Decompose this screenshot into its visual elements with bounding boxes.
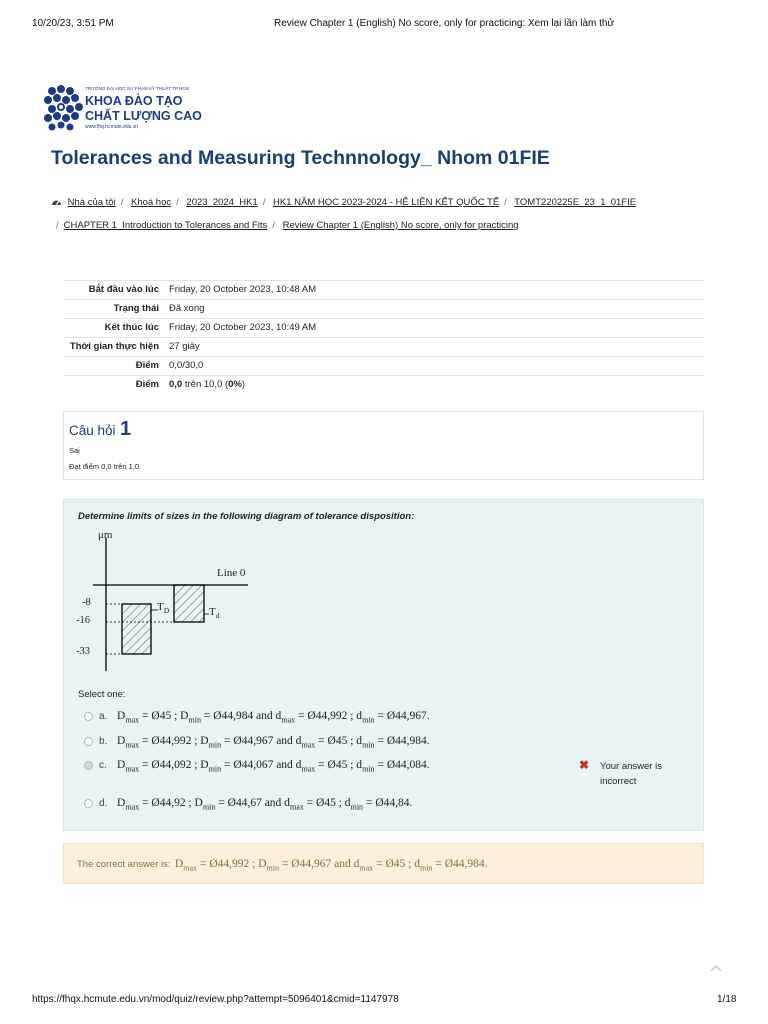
- hole-tolerance-zone: [122, 604, 151, 654]
- correct-answer-text: The correct answer is: $D_{max}$ = Ø44,992 ; $D_{min}$ = Ø44,967 and $d_{max}$ = Ø45 ; $d_{min}$ = Ø44,984.: [77, 858, 488, 873]
- option-letter: d.: [99, 798, 108, 809]
- question-label: Câu hỏi: [69, 423, 116, 438]
- summary-row: [63, 338, 704, 357]
- faculty-logo[interactable]: [44, 85, 204, 133]
- select-one-label: Select one:: [78, 689, 126, 700]
- course-title: Tolerances and Measuring Technnology_ Nhom 01FIE: [51, 147, 550, 169]
- question-number-value: 1: [120, 418, 132, 440]
- breadcrumb-semester[interactable]: 2023_2024_HK1: [186, 197, 258, 208]
- summary-row: [63, 281, 704, 300]
- summary-label: Kết thúc lúc: [63, 319, 164, 338]
- question-content-box: [63, 499, 704, 831]
- hexagon-logo-icon: [44, 85, 86, 131]
- logo-university-line: TRƯỜNG ĐẠI HỌC SƯ PHẠM KỸ THUẬT TP.HCM: [85, 86, 189, 91]
- breadcrumb-chapter[interactable]: CHAPTER 1_Introduction to Tolerances and Fits: [63, 220, 268, 231]
- radio-option-a[interactable]: [84, 712, 93, 721]
- tolerance-diagram: [76, 529, 278, 671]
- cross-icon: ✖: [579, 758, 590, 772]
- summary-value: [164, 376, 704, 395]
- attempt-summary-table: [63, 280, 704, 394]
- print-page-number: 1/18: [717, 994, 737, 1005]
- tolerance-diagram-svg: [88, 529, 278, 671]
- option-text: $D_{max}$ = Ø44,92 ; $D_{min}$ = Ø44,67 and $d_{max}$ = Ø45 ; $d_{min}$ = Ø44,84.: [117, 797, 413, 812]
- incorrect-feedback-line2: incorrect: [600, 776, 637, 787]
- summary-label: Thời gian thực hiện: [63, 338, 164, 357]
- answer-option-b[interactable]: [84, 735, 504, 751]
- correct-answer-box: [63, 843, 704, 884]
- breadcrumb: Nhà của tôi / Khoá học / 2023_2024_HK1 / HK1 NĂM HỌC 2023-2024 - HỆ LIÊN KẾT QUỐC TẾ / TOMT220225E_23_1_01FIE: [51, 197, 636, 208]
- breadcrumb-program[interactable]: HK1 NĂM HỌC 2023-2024 - HỆ LIÊN KẾT QUỐC TẾ: [273, 197, 500, 208]
- option-letter: b.: [99, 736, 108, 747]
- summary-value: 27 giây: [164, 338, 704, 357]
- summary-label: Bắt đầu vào lúc: [63, 281, 164, 300]
- option-letter: a.: [99, 711, 108, 722]
- summary-value: Friday, 20 October 2023, 10:49 AM: [164, 319, 704, 338]
- summary-value: 0,0/30,0: [164, 357, 704, 376]
- tick-label: -16: [76, 615, 90, 626]
- logo-line2: CHẤT LƯỢNG CAO: [85, 109, 202, 123]
- print-page-title: Review Chapter 1 (English) No score, only for practicing: Xem lại lần làm thử: [274, 18, 615, 29]
- breadcrumb-course-code[interactable]: TOMT220225E_23_1_01FIE: [514, 197, 637, 208]
- chevron-up-icon[interactable]: [706, 960, 726, 976]
- radio-option-c[interactable]: [84, 761, 93, 770]
- breadcrumb-quiz[interactable]: Review Chapter 1 (English) No score, only for practicing: [282, 220, 519, 231]
- summary-row: [63, 300, 704, 319]
- question-prompt: Determine limits of sizes in the following diagram of tolerance disposition:: [78, 511, 415, 522]
- incorrect-feedback-line1: Your answer is: [600, 761, 662, 772]
- print-datetime: 10/20/23, 3:51 PM: [32, 18, 114, 29]
- answer-option-d[interactable]: [84, 797, 504, 813]
- summary-value: Đã xong: [164, 300, 704, 319]
- answer-option-a[interactable]: [84, 710, 504, 726]
- summary-label: Điểm: [63, 376, 164, 395]
- shaft-tolerance-label: $T_d$: [209, 606, 220, 621]
- unit-label: μm: [98, 529, 113, 541]
- breadcrumb-home[interactable]: Nhà của tôi: [67, 197, 116, 208]
- question-info-box: [63, 411, 704, 480]
- line0-label: Line 0: [217, 567, 246, 579]
- option-text: $D_{max}$ = Ø45 ; $D_{min}$ = Ø44,984 and $d_{max}$ = Ø44,992 ; $d_{min}$ = Ø44,967.: [117, 710, 430, 725]
- summary-label: Trạng thái: [63, 300, 164, 319]
- grade-score: 0,0: [169, 379, 183, 390]
- summary-row: [63, 357, 704, 376]
- question-grade: Đạt điểm 0,0 trên 1,0: [69, 462, 140, 471]
- grade-percent: 0%: [228, 379, 242, 390]
- correct-answer-prefix: The correct answer is:: [77, 859, 171, 870]
- summary-row: [63, 319, 704, 338]
- incorrect-feedback: [600, 759, 662, 789]
- hole-tolerance-label: $T_D$: [157, 601, 170, 616]
- print-url: https://fhqx.hcmute.edu.vn/mod/quiz/review.php?attempt=5096401&cmid=1147978: [32, 994, 399, 1005]
- logo-line1: KHOA ĐÀO TẠO: [85, 94, 183, 108]
- dashboard-gauge-icon: [51, 197, 62, 206]
- grade-mid: trên 10,0 (: [182, 379, 229, 390]
- question-state: Sai: [69, 446, 80, 455]
- option-text: $D_{max}$ = Ø44,092 ; $D_{min}$ = Ø44,067 and $d_{max}$ = Ø45 ; $d_{min}$ = Ø44,084.: [117, 759, 430, 774]
- summary-label: Điểm: [63, 357, 164, 376]
- option-letter: c.: [99, 760, 107, 771]
- option-text: $D_{max}$ = Ø44,992 ; $D_{min}$ = Ø44,967 and $d_{max}$ = Ø45 ; $d_{min}$ = Ø44,984.: [117, 735, 430, 750]
- radio-option-d[interactable]: [84, 799, 93, 808]
- breadcrumb-courses[interactable]: Khoá học: [130, 197, 172, 208]
- summary-value: Friday, 20 October 2023, 10:48 AM: [164, 281, 704, 300]
- logo-url: www.fhq.hcmute.edu.vn: [85, 124, 139, 130]
- answer-option-c[interactable]: [84, 759, 504, 775]
- tick-label: -8: [82, 597, 91, 608]
- shaft-tolerance-zone: [174, 585, 204, 622]
- radio-option-b[interactable]: [84, 737, 93, 746]
- grade-end: ): [241, 379, 246, 390]
- summary-row: [63, 376, 704, 395]
- tick-label: -33: [76, 646, 90, 657]
- breadcrumb-line2: / CHAPTER 1_Introduction to Tolerances and Fits / Review Chapter 1 (English) No score, only for practicing: [56, 220, 519, 231]
- question-number: [69, 418, 131, 441]
